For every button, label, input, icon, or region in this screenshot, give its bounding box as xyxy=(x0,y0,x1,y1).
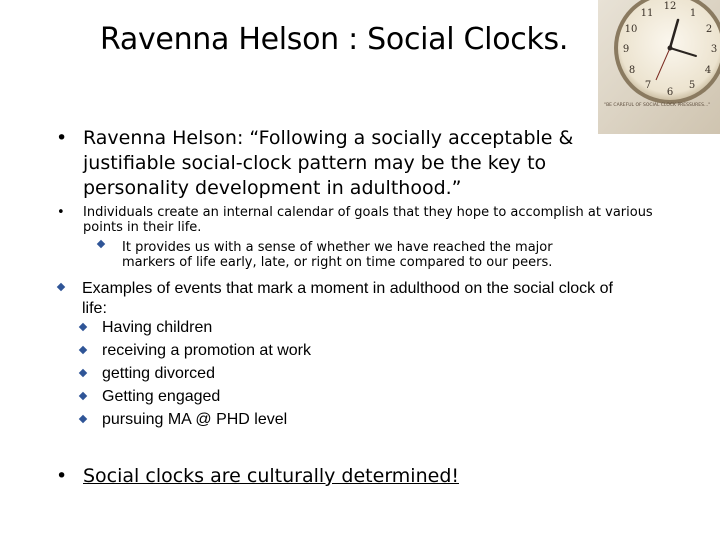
diamond-bullet-icon xyxy=(57,283,65,291)
diamond-bullet-icon xyxy=(79,415,87,423)
clock-numeral: 9 xyxy=(622,44,630,55)
bullet-dot: • xyxy=(56,127,68,149)
photo-caption: "BE CAREFUL OF SOCIAL CLOCK PRESSURES..." xyxy=(604,103,711,108)
list-item-text: Having children xyxy=(102,319,213,336)
clock-numeral: 1 xyxy=(689,8,697,19)
clock-numeral: 2 xyxy=(705,24,713,35)
diamond-bullet-icon xyxy=(97,240,105,248)
clock-numeral: 6 xyxy=(666,87,674,98)
list-item-text: pursuing MA @ PHD level xyxy=(102,411,288,428)
list-item-text: Getting engaged xyxy=(102,388,221,405)
diamond-bullet-icon xyxy=(79,346,87,354)
bullet-dot: • xyxy=(57,205,65,220)
list-item xyxy=(78,410,478,433)
bullet-text: Social clocks are culturally determined! xyxy=(83,465,459,487)
sub-bullet-text: It provides us with a sense of whether we have reached the major markers of life early, late, or right on time compared to our peers. xyxy=(122,240,553,270)
diamond-bullet-icon xyxy=(79,392,87,400)
clock-numeral: 7 xyxy=(644,80,652,91)
bullet-text: Examples of events that mark a moment in adulthood on the social clock of life: xyxy=(82,280,613,317)
list-item-text: getting divorced xyxy=(102,365,215,382)
clock-numeral: 5 xyxy=(688,80,696,91)
clock-numeral: 10 xyxy=(624,24,638,35)
list-item xyxy=(78,387,478,410)
examples-list xyxy=(78,318,478,433)
slide-title: Ravenna Helson : Social Clocks. xyxy=(100,22,569,57)
clock-numeral: 8 xyxy=(628,65,636,76)
list-item-text: receiving a promotion at work xyxy=(102,342,311,359)
clock-numeral: 3 xyxy=(710,44,718,55)
bullet-text: Individuals create an internal calendar of goals that they hope to accomplish at various points in their life. xyxy=(83,205,653,235)
bullet-dot: • xyxy=(56,465,68,487)
list-item xyxy=(78,318,478,341)
clock-numeral: 11 xyxy=(640,8,654,19)
diamond-bullet-icon xyxy=(79,369,87,377)
clock-photo xyxy=(598,0,720,134)
diamond-bullet-icon xyxy=(79,323,87,331)
list-item xyxy=(78,364,478,387)
clock-numeral: 12 xyxy=(663,1,677,12)
bullet-text: Ravenna Helson: “Following a socially acceptable & justifiable social-clock pattern may be the key to personality development in adulthood.” xyxy=(83,127,574,199)
clock-icon xyxy=(598,0,720,134)
clock-numeral: 4 xyxy=(704,65,712,76)
list-item xyxy=(78,341,478,364)
